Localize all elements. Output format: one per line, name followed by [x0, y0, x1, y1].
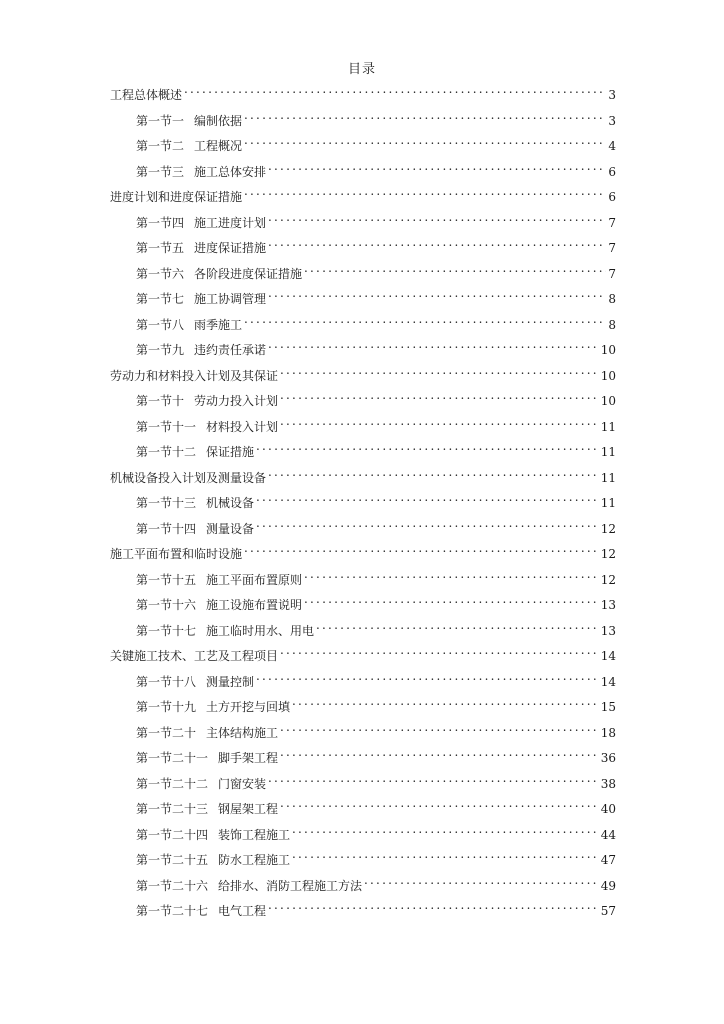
toc-entry-number: 第一节八 — [136, 317, 185, 332]
toc-page-number: 12 — [600, 572, 616, 587]
toc-entry-number: 第一节十七 — [136, 623, 197, 638]
toc-page-number: 7 — [608, 266, 616, 281]
toc-chapter-entry[interactable] — [110, 538, 616, 564]
dot-leader — [268, 768, 599, 788]
toc-entry-title: 工程总体概述 — [110, 88, 183, 102]
toc-entry-number: 第一节二十一 — [136, 751, 209, 765]
toc-entry-title: 门窗安装 — [218, 776, 267, 791]
toc-entry-number: 第一节十 — [136, 394, 185, 408]
toc-page-number: 8 — [608, 317, 616, 332]
toc-entry-number: 第一节九 — [136, 343, 185, 357]
toc-entry-number: 第一节十二 — [136, 445, 197, 459]
dot-leader — [268, 462, 599, 482]
toc-entry-title: 机械设备 — [206, 496, 255, 510]
toc-entry-title: 装饰工程施工 — [218, 827, 291, 842]
toc-section-entry[interactable] — [110, 564, 616, 590]
toc-page-number: 13 — [600, 598, 616, 612]
toc-entry-number: 第一节十六 — [136, 598, 197, 612]
toc-page-number: 11 — [600, 496, 616, 510]
toc-section-entry[interactable] — [110, 742, 616, 768]
dot-leader — [280, 793, 599, 813]
toc-page-number: 10 — [600, 394, 616, 408]
toc-entry-title: 关键施工技术、工艺及工程项目 — [110, 649, 279, 663]
toc-entry-number: 第一节二十七 — [136, 904, 209, 918]
toc-section-entry[interactable] — [110, 793, 616, 819]
dot-leader — [280, 742, 599, 762]
dot-leader — [280, 385, 599, 405]
toc-section-entry[interactable] — [110, 615, 616, 641]
toc-entry-number: 第一节二十二 — [136, 776, 209, 791]
toc-entry-title: 施工总体安排 — [194, 164, 267, 179]
toc-section-entry[interactable] — [110, 105, 616, 131]
toc-section-entry[interactable] — [110, 436, 616, 462]
toc-page-number: 11 — [600, 470, 616, 485]
toc-entry-number: 第一节六 — [136, 266, 185, 281]
toc-entry-title: 工程概况 — [194, 139, 243, 153]
toc-page-number: 18 — [600, 725, 616, 740]
dot-leader — [280, 360, 599, 380]
toc-page-number: 15 — [600, 700, 616, 714]
toc-entry-number: 第一节十一 — [136, 419, 197, 434]
toc-entry-title: 施工平面布置原则 — [206, 572, 303, 587]
toc-entry-title: 给排水、消防工程施工方法 — [218, 878, 363, 893]
toc-section-entry[interactable] — [110, 870, 616, 896]
dot-leader — [256, 513, 599, 533]
toc-entry-title: 防水工程施工 — [218, 853, 291, 867]
toc-entry-number: 第一节二十四 — [136, 827, 209, 842]
toc-entry-number: 第一节二十 — [136, 725, 197, 740]
toc-section-entry[interactable] — [110, 691, 616, 717]
toc-section-entry[interactable] — [110, 385, 616, 411]
toc-chapter-entry[interactable] — [110, 79, 616, 105]
toc-section-entry[interactable] — [110, 207, 616, 233]
dot-leader — [292, 691, 599, 711]
toc-entry-number: 第一节二 — [136, 139, 185, 153]
dot-leader — [244, 130, 606, 150]
toc-page-number: 13 — [600, 623, 616, 638]
toc-page-number: 14 — [600, 674, 616, 689]
toc-entry-title: 土方开挖与回填 — [206, 700, 291, 714]
toc-page-number: 7 — [608, 241, 616, 255]
toc-entry-number: 第一节一 — [136, 113, 185, 128]
toc-entry-title: 保证措施 — [206, 445, 255, 459]
toc-section-entry[interactable] — [110, 513, 616, 539]
toc-page-number: 36 — [600, 751, 616, 765]
toc-section-entry[interactable] — [110, 589, 616, 615]
toc-entry-title: 机械设备投入计划及测量设备 — [110, 470, 267, 485]
toc-entry-number: 第一节三 — [136, 164, 185, 179]
dot-leader — [256, 436, 599, 456]
toc-entry-title: 进度计划和进度保证措施 — [110, 190, 243, 204]
toc-page-number: 8 — [608, 292, 616, 306]
toc-entry-number: 第一节四 — [136, 215, 185, 230]
dot-leader — [184, 79, 606, 99]
toc-page-number: 7 — [608, 215, 616, 230]
toc-page-number: 38 — [600, 776, 616, 791]
toc-section-entry[interactable] — [110, 156, 616, 182]
toc-section-entry[interactable] — [110, 309, 616, 335]
dot-leader — [256, 487, 599, 507]
toc-entry-title: 违约责任承诺 — [194, 343, 267, 357]
toc-entry-number: 第一节二十六 — [136, 878, 209, 893]
toc-entry-title: 劳动力投入计划 — [194, 394, 279, 408]
dot-leader — [280, 640, 599, 660]
dot-leader — [268, 895, 599, 915]
toc-chapter-entry[interactable] — [110, 462, 616, 488]
toc-chapter-entry[interactable] — [110, 360, 616, 386]
toc-page-number: 14 — [600, 649, 616, 663]
toc-section-entry[interactable] — [110, 232, 616, 258]
dot-leader — [268, 334, 599, 354]
toc-entry-title: 雨季施工 — [194, 317, 243, 332]
toc-page-number: 44 — [600, 827, 616, 842]
toc-entry-number: 第一节二十五 — [136, 853, 209, 867]
toc-entry-title: 主体结构施工 — [206, 725, 279, 740]
toc-list — [110, 79, 616, 921]
toc-page-number: 12 — [600, 521, 616, 536]
toc-page-number: 3 — [608, 113, 616, 128]
dot-leader — [268, 232, 606, 252]
dot-leader — [280, 717, 599, 737]
toc-page-number: 4 — [608, 139, 616, 153]
toc-page-number: 49 — [600, 878, 616, 893]
toc-entry-title: 施工进度计划 — [194, 215, 267, 230]
toc-entry-title: 测量设备 — [206, 521, 255, 536]
dot-leader — [304, 564, 599, 584]
toc-page-number: 57 — [600, 904, 616, 918]
toc-entry-number: 第一节二十三 — [136, 802, 209, 816]
dot-leader — [268, 156, 606, 176]
toc-page-number: 6 — [608, 164, 616, 179]
toc-section-entry[interactable] — [110, 283, 616, 309]
toc-page-number: 6 — [608, 190, 616, 204]
toc-entry-number: 第一节十四 — [136, 521, 197, 536]
toc-section-entry[interactable] — [110, 334, 616, 360]
dot-leader — [244, 105, 606, 125]
toc-entry-title: 施工平面布置和临时设施 — [110, 547, 243, 561]
toc-page-number: 11 — [600, 419, 616, 434]
dot-leader — [244, 181, 606, 201]
toc-section-entry[interactable] — [110, 844, 616, 870]
toc-entry-number: 第一节十三 — [136, 496, 197, 510]
toc-section-entry[interactable] — [110, 258, 616, 284]
toc-section-entry[interactable] — [110, 717, 616, 743]
toc-section-entry[interactable] — [110, 895, 616, 921]
toc-section-entry[interactable] — [110, 130, 616, 156]
toc-entry-number: 第一节十五 — [136, 572, 197, 587]
dot-leader — [280, 411, 599, 431]
dot-leader — [292, 819, 599, 839]
dot-leader — [268, 207, 606, 227]
dot-leader — [256, 666, 599, 686]
toc-chapter-entry[interactable] — [110, 181, 616, 207]
dot-leader — [268, 283, 606, 303]
dot-leader — [304, 258, 606, 278]
toc-page-number: 40 — [600, 802, 616, 816]
dot-leader — [304, 589, 599, 609]
toc-entry-title: 劳动力和材料投入计划及其保证 — [110, 368, 279, 383]
toc-entry-number: 第一节十九 — [136, 700, 197, 714]
dot-leader — [244, 538, 599, 558]
toc-page-number: 47 — [600, 853, 616, 867]
toc-entry-number: 第一节十八 — [136, 674, 197, 689]
toc-entry-title: 电气工程 — [218, 904, 267, 918]
toc-entry-title: 施工设施布置说明 — [206, 598, 303, 612]
toc-entry-title: 各阶段进度保证措施 — [194, 266, 303, 281]
toc-entry-title: 施工协调管理 — [194, 292, 267, 306]
toc-page-number: 11 — [600, 445, 616, 459]
toc-page-number: 3 — [608, 88, 616, 102]
toc-page-number: 10 — [600, 368, 616, 383]
toc-chapter-entry[interactable] — [110, 640, 616, 666]
toc-entry-title: 钢屋架工程 — [218, 802, 279, 816]
toc-entry-title: 编制依据 — [194, 113, 243, 128]
toc-entry-title: 测量控制 — [206, 674, 255, 689]
toc-page-number: 10 — [600, 343, 616, 357]
dot-leader — [364, 870, 599, 890]
dot-leader — [292, 844, 599, 864]
toc-entry-title: 进度保证措施 — [194, 241, 267, 255]
toc-entry-title: 施工临时用水、用电 — [206, 623, 315, 638]
toc-entry-number: 第一节五 — [136, 241, 185, 255]
toc-section-entry[interactable] — [110, 487, 616, 513]
dot-leader — [316, 615, 599, 635]
toc-entry-title: 材料投入计划 — [206, 419, 279, 434]
toc-entry-title: 脚手架工程 — [218, 751, 279, 765]
dot-leader — [244, 309, 606, 329]
toc-entry-number: 第一节七 — [136, 292, 185, 306]
toc-section-entry[interactable] — [110, 819, 616, 845]
toc-title: 目录 — [347, 62, 376, 77]
toc-page-number: 12 — [600, 547, 616, 561]
toc-section-entry[interactable] — [110, 666, 616, 692]
toc-section-entry[interactable] — [110, 411, 616, 437]
toc-section-entry[interactable] — [110, 768, 616, 794]
